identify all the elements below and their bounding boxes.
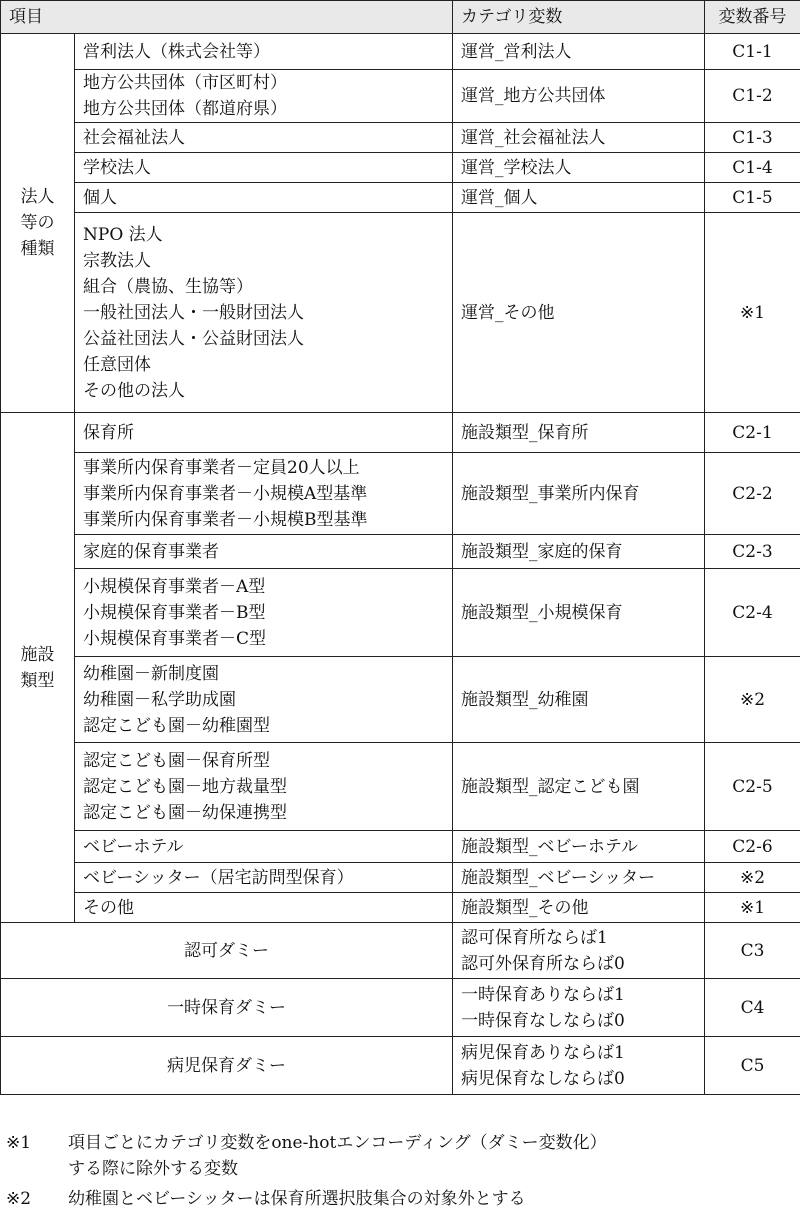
header-category: カテゴリ変数 <box>453 1 705 34</box>
category-cell: 施設類型_幼稚園 <box>453 657 705 743</box>
table-row <box>1 34 800 70</box>
table-row <box>1 893 800 923</box>
item-line: 小規模保育事業者－C型 <box>83 626 444 652</box>
item-line: ベビーシッター（居宅訪問型保育） <box>83 865 444 891</box>
table-row <box>1 743 800 831</box>
code-cell: ※2 <box>705 863 800 893</box>
footnotes <box>0 1130 800 1216</box>
dummy-code: C4 <box>705 979 800 1037</box>
category-cell: 施設類型_その他 <box>453 893 705 923</box>
category-cell: 運営_地方公共団体 <box>453 70 705 123</box>
item-cell <box>75 657 453 743</box>
item-line: その他の法人 <box>83 378 444 404</box>
footnote <box>0 1186 800 1212</box>
code-cell: C2-4 <box>705 569 800 657</box>
table-row <box>1 413 800 453</box>
dummy-category-cell <box>453 923 705 979</box>
header-number: 変数番号 <box>705 1 800 34</box>
footnote-line: 項目ごとにカテゴリ変数をone-hotエンコーディング（ダミー変数化） <box>68 1130 800 1156</box>
item-cell <box>75 70 453 123</box>
footnote-text <box>68 1186 800 1212</box>
dummy-row <box>1 1037 800 1095</box>
item-line: 公益社団法人・公益財団法人 <box>83 326 444 352</box>
dummy-code: C5 <box>705 1037 800 1095</box>
footnote-text <box>68 1130 800 1182</box>
item-line: 学校法人 <box>83 155 444 181</box>
code-cell: ※1 <box>705 893 800 923</box>
code-cell: C1-1 <box>705 34 800 70</box>
table-row <box>1 657 800 743</box>
item-line: 小規模保育事業者－B型 <box>83 600 444 626</box>
category-cell: 施設類型_認定こども園 <box>453 743 705 831</box>
table-row <box>1 153 800 183</box>
item-line: 認定こども園－保育所型 <box>83 748 444 774</box>
table-row <box>1 569 800 657</box>
category-cell: 運営_学校法人 <box>453 153 705 183</box>
code-cell: C2-6 <box>705 831 800 863</box>
category-cell: 運営_個人 <box>453 183 705 213</box>
dummy-line: 病児保育ありならば1 <box>461 1040 696 1066</box>
category-cell: 施設類型_小規模保育 <box>453 569 705 657</box>
item-line: 事業所内保育事業者－定員20人以上 <box>83 455 444 481</box>
table-body <box>1 34 800 1095</box>
item-line: 事業所内保育事業者－小規模B型基準 <box>83 507 444 533</box>
item-cell <box>75 34 453 70</box>
category-cell: 施設類型_ベビーホテル <box>453 831 705 863</box>
item-line: 個人 <box>83 185 444 211</box>
code-cell: C1-5 <box>705 183 800 213</box>
dummy-row <box>1 923 800 979</box>
item-cell <box>75 535 453 569</box>
footnote <box>0 1130 800 1182</box>
corp-group-label: 法人 等の 種類 <box>1 34 75 413</box>
dummy-label: 認可ダミー <box>1 923 453 979</box>
code-cell: C1-4 <box>705 153 800 183</box>
dummy-row <box>1 979 800 1037</box>
table-row <box>1 183 800 213</box>
dummy-line: 一時保育なしならば0 <box>461 1008 696 1034</box>
item-line: 小規模保育事業者－A型 <box>83 574 444 600</box>
item-cell <box>75 123 453 153</box>
item-cell <box>75 743 453 831</box>
item-line: 認定こども園－地方裁量型 <box>83 774 444 800</box>
item-line: 幼稚園－新制度園 <box>83 661 444 687</box>
item-cell <box>75 213 453 413</box>
item-line: 幼稚園－私学助成園 <box>83 687 444 713</box>
table-row <box>1 831 800 863</box>
item-line: 社会福祉法人 <box>83 125 444 151</box>
footnote-line: する際に除外する変数 <box>68 1156 800 1182</box>
category-cell: 施設類型_家庭的保育 <box>453 535 705 569</box>
item-line: 地方公共団体（都道府県） <box>83 96 444 122</box>
item-cell <box>75 413 453 453</box>
code-cell: C1-3 <box>705 123 800 153</box>
item-line: 事業所内保育事業者－小規模A型基準 <box>83 481 444 507</box>
item-line: 認定こども園－幼稚園型 <box>83 713 444 739</box>
category-cell: 施設類型_保育所 <box>453 413 705 453</box>
item-cell <box>75 569 453 657</box>
item-cell <box>75 183 453 213</box>
category-cell: 施設類型_事業所内保育 <box>453 453 705 535</box>
header-item: 項目 <box>1 1 453 34</box>
code-cell: ※2 <box>705 657 800 743</box>
category-cell: 運営_社会福祉法人 <box>453 123 705 153</box>
item-cell <box>75 153 453 183</box>
dummy-line: 認可保育所ならば1 <box>461 925 696 951</box>
table-row <box>1 863 800 893</box>
item-line: 家庭的保育事業者 <box>83 539 444 565</box>
facility-group-label: 施設 類型 <box>1 413 75 923</box>
item-cell <box>75 893 453 923</box>
code-cell: C2-1 <box>705 413 800 453</box>
item-line: 宗教法人 <box>83 248 444 274</box>
dummy-line: 病児保育なしならば0 <box>461 1066 696 1092</box>
item-line: 組合（農協、生協等） <box>83 274 444 300</box>
item-cell <box>75 831 453 863</box>
code-cell: C2-5 <box>705 743 800 831</box>
code-cell: C1-2 <box>705 70 800 123</box>
table-row <box>1 70 800 123</box>
dummy-line: 認可外保育所ならば0 <box>461 951 696 977</box>
category-cell: 運営_その他 <box>453 213 705 413</box>
item-line: その他 <box>83 895 444 921</box>
dummy-label: 一時保育ダミー <box>1 979 453 1037</box>
dummy-label: 病児保育ダミー <box>1 1037 453 1095</box>
category-cell: 施設類型_ベビーシッター <box>453 863 705 893</box>
code-cell: C2-3 <box>705 535 800 569</box>
dummy-code: C3 <box>705 923 800 979</box>
table-row <box>1 453 800 535</box>
item-line: 営利法人（株式会社等） <box>83 39 444 65</box>
footnote-mark: ※1 <box>0 1130 68 1182</box>
item-line: 任意団体 <box>83 352 444 378</box>
item-line: 一般社団法人・一般財団法人 <box>83 300 444 326</box>
category-cell: 運営_営利法人 <box>453 34 705 70</box>
item-cell <box>75 453 453 535</box>
dummy-category-cell <box>453 979 705 1037</box>
item-line: ベビーホテル <box>83 834 444 860</box>
dummy-category-cell <box>453 1037 705 1095</box>
item-cell <box>75 863 453 893</box>
item-line: NPO 法人 <box>83 222 444 248</box>
dummy-line: 一時保育ありならば1 <box>461 982 696 1008</box>
table-row <box>1 213 800 413</box>
footnote-mark: ※2 <box>0 1186 68 1212</box>
item-line: 保育所 <box>83 420 444 446</box>
code-cell: C2-2 <box>705 453 800 535</box>
footnote-line: 幼稚園とベビーシッターは保育所選択肢集合の対象外とする <box>68 1186 800 1212</box>
header-row <box>1 1 800 34</box>
table-row <box>1 535 800 569</box>
item-line: 地方公共団体（市区町村） <box>83 70 444 96</box>
item-line: 認定こども園－幼保連携型 <box>83 800 444 826</box>
code-cell: ※1 <box>705 213 800 413</box>
table-row <box>1 123 800 153</box>
